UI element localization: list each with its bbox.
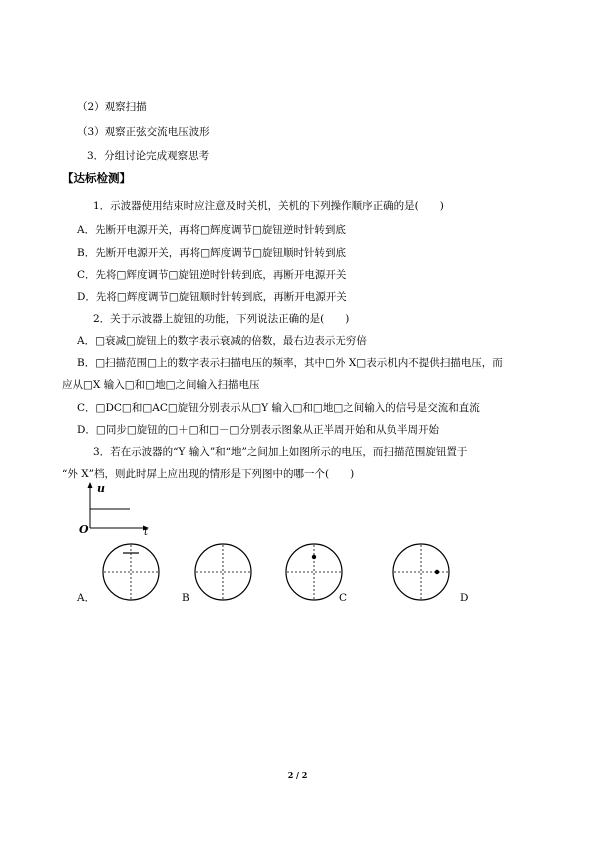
- q1-option-d: D．先将□辉度调节□旋钮顺时针转到底，再断开电源开关: [77, 291, 347, 303]
- text-line: （2）观察扫描: [77, 101, 147, 113]
- q2-option-b-cont: 应从□X 输入□和□地□之间输入扫描电压: [62, 379, 260, 391]
- screen-b: [193, 542, 253, 602]
- graph-x-label: t: [144, 527, 149, 538]
- question-1: 1．示波器使用结束时应注意及时关机，关机的下列操作顺序正确的是( ): [93, 200, 444, 212]
- screen-c: [284, 542, 344, 602]
- q2-option-d: D．□同步□旋钮的□＋□和□－□分别表示图象从正半周开始和从负半周开始: [77, 424, 439, 436]
- q2-option-b: B．□扫描范围□上的数字表示扫描电压的频率，其中□外 X□表示机内不提供扫描电压，而: [77, 357, 503, 369]
- question-3-cont: “外 X”档，则此时屏上应出现的情形是下列图中的哪一个( ): [62, 468, 355, 480]
- text-line: （3）观察正弦交流电压波形: [77, 126, 210, 138]
- q2-option-c: C．□DC□和□AC□旋钮分别表示从□Y 输入□和□地□之间输入的信号是交流和直流: [77, 402, 480, 414]
- option-label-a: A．: [77, 592, 96, 604]
- q1-option-c: C．先将□辉度调节□旋钮逆时针转到底，再断开电源开关: [77, 269, 347, 281]
- q1-option-b: B．先断开电源开关，再将□辉度调节□旋钮顺时针转到底: [77, 247, 347, 259]
- question-2: 2．关于示波器上旋钮的功能，下列说法正确的是( ): [93, 313, 350, 325]
- screen-a: [101, 542, 161, 602]
- q1-option-a: A．先断开电源开关，再将□辉度调节□旋钮逆时针转到底: [77, 224, 346, 236]
- graph-origin-label: O: [79, 523, 89, 536]
- option-label-c: C: [339, 592, 348, 604]
- option-label-d: D: [460, 592, 469, 604]
- section-heading: 【达标检测】: [62, 171, 131, 185]
- q2-option-a: A．□衰减□旋钮上的数字表示衰减的倍数，最右边表示无穷倍: [77, 335, 367, 347]
- question-3: 3．若在示波器的“Y 输入”和“地”之间加上如图所示的电压，而扫描范围旋钮置于: [93, 446, 468, 458]
- page-number: 2 / 2: [287, 770, 308, 780]
- option-label-b: B: [182, 592, 190, 604]
- text-line: 3．分组讨论完成观察思考: [87, 150, 210, 162]
- screen-d: [391, 542, 451, 602]
- voltage-graph: [70, 480, 160, 540]
- graph-y-label: u: [97, 482, 105, 495]
